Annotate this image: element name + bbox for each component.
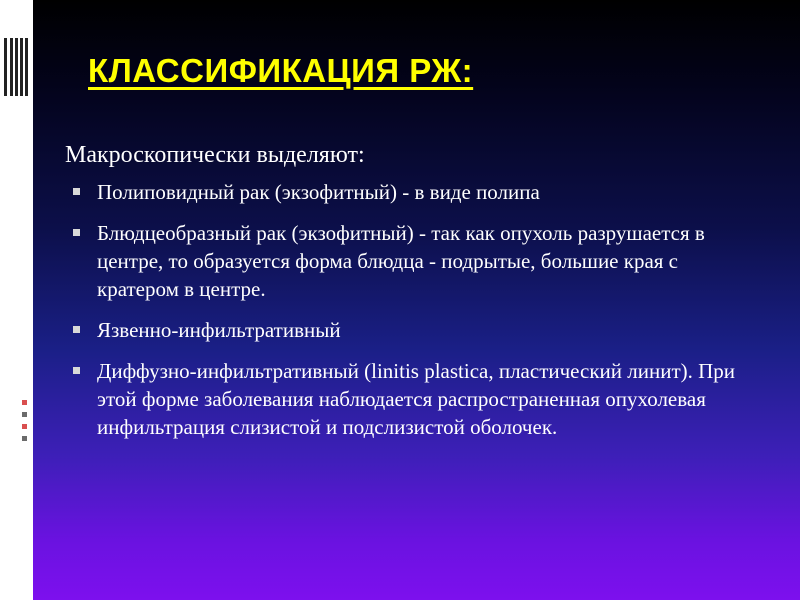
square-bullet-icon: [73, 326, 80, 333]
list-item-text: Диффузно-инфильтративный (linitis plastica, пластический линит). При этой форме заболевания наблюдается распространенная опухолевая инфильтрация слизистой и подслизистой оболочек.: [97, 359, 736, 439]
decorative-bar: [25, 38, 28, 96]
square-bullet-icon: [73, 188, 80, 195]
list-item-text: Язвенно-инфильтративный: [97, 318, 341, 342]
decorative-bar: [20, 38, 23, 96]
decorative-bar: [15, 38, 18, 96]
decorative-bars: [0, 38, 33, 98]
list-item: [65, 316, 755, 344]
decorative-dot: [22, 412, 27, 417]
decorative-dot: [22, 424, 27, 429]
left-decoration: [0, 0, 33, 600]
list-item-text: Полиповидный рак (экзофитный) - в виде полипа: [97, 180, 540, 204]
slide-content: [65, 140, 755, 454]
square-bullet-icon: [73, 367, 80, 374]
list-item-text: Блюдцеобразный рак (экзофитный) - так как опухоль разрушается в центре, то образуется форма блюдца - подрытые, большие края с кратером в центре.: [97, 221, 705, 301]
slide: [33, 0, 800, 600]
list-item: [65, 357, 755, 441]
decorative-dot: [22, 436, 27, 441]
bullet-list: [65, 178, 755, 441]
decorative-bar: [10, 38, 13, 96]
decorative-dot: [22, 400, 27, 405]
slide-title: КЛАССИФИКАЦИЯ РЖ:: [88, 52, 474, 89]
list-item: [65, 178, 755, 206]
intro-text: Макроскопически выделяют:: [65, 142, 365, 168]
list-item: [65, 219, 755, 303]
square-bullet-icon: [73, 229, 80, 236]
decorative-bar: [4, 38, 7, 96]
decorative-dots: [22, 400, 28, 442]
